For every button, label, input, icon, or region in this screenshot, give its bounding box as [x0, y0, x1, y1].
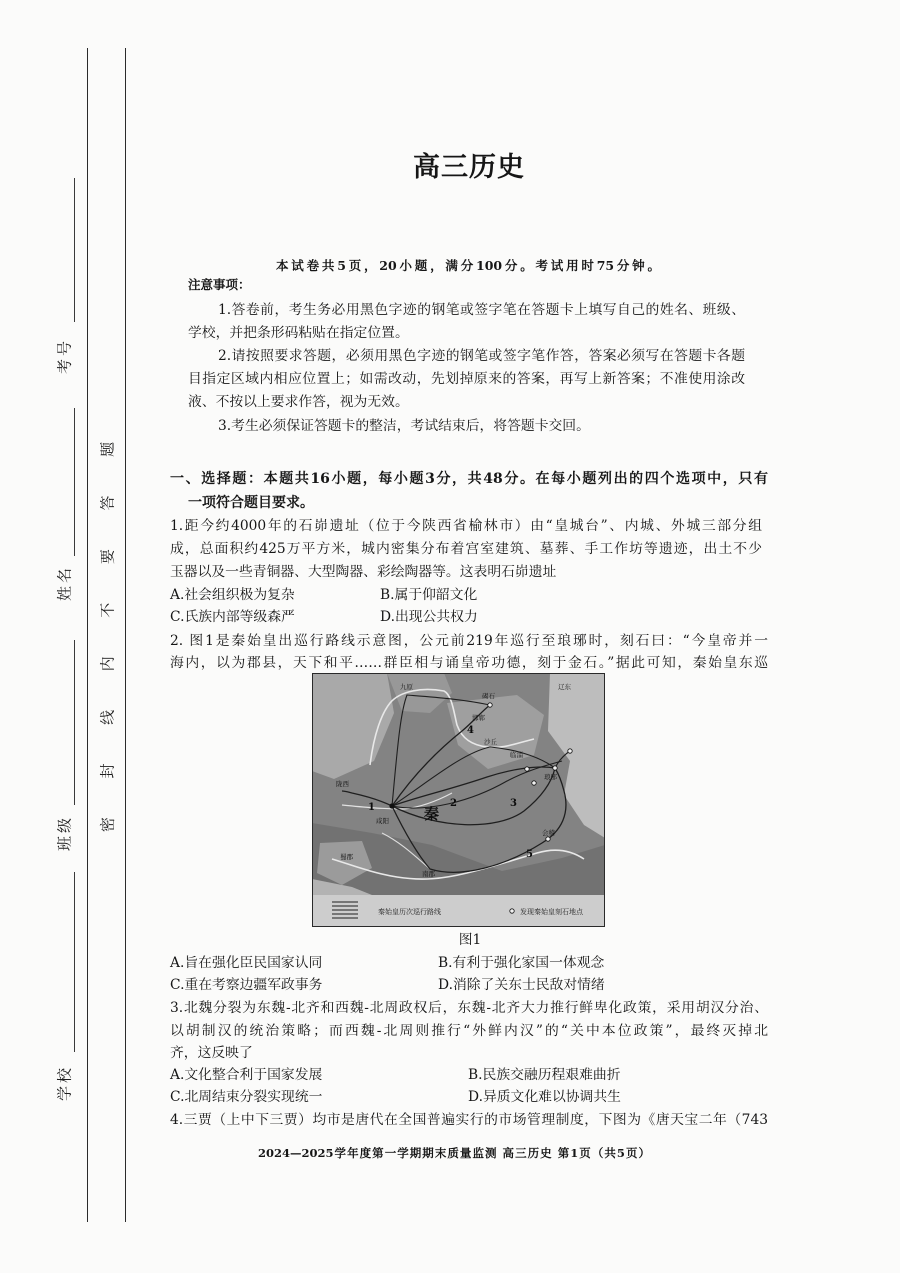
stone-site-marker [553, 766, 557, 770]
page-footer: 2024—2025学年度第一学期期末质量监测 高三历史 第1页（共5页） [258, 1146, 650, 1160]
note-line: 2.请按照要求答题，必须用黑色字迹的钢笔或签字笔作答，答案必须写在答题卡各题 [218, 348, 745, 364]
class-label: 班级 [55, 814, 74, 852]
q3-option-a: A.文化整合利于国家发展 [170, 1067, 323, 1083]
exam-title: 高三历史 [413, 152, 525, 183]
route-number-2: 2 [450, 798, 457, 809]
route-number-4: 4 [467, 725, 474, 736]
stone-site-marker [568, 749, 572, 753]
q1-option-d: D.出现公共权力 [380, 609, 478, 625]
note-line: 目指定区域内相应位置上；如需改动，先划掉原来的答案，再写上新答案；不准使用涂改 [188, 371, 745, 387]
place-handan: 邯郸 [472, 714, 485, 722]
school-blank [74, 872, 75, 1052]
q2-option-c: C.重在考察边疆军政事务 [170, 977, 323, 993]
class-blank [74, 640, 75, 805]
route-number-5: 5 [526, 849, 533, 860]
binding-line-outer [87, 48, 88, 1222]
legend-stone-icon [510, 909, 514, 913]
question-3-text: 以胡制汉的统治策略；而西魏-北周则推行“外鲜内汉”的“关中本位政策”，最终灭掉北 [170, 1023, 768, 1039]
q3-option-d: D.异质文化难以协调共生 [468, 1089, 621, 1105]
stone-site-marker [532, 781, 536, 785]
stone-site-marker [525, 767, 529, 771]
q1-option-c: C.氏族内部等级森严 [170, 609, 295, 625]
q2-option-d: D.消除了关东士民敌对情绪 [438, 977, 605, 993]
name-label: 姓名 [55, 564, 74, 602]
place-shujun: 蜀郡 [340, 853, 353, 861]
place-langya: 琅邪 [544, 773, 557, 781]
name-blank [74, 408, 75, 556]
place-liaodong: 辽东 [558, 683, 571, 691]
binding-line-inner [125, 48, 126, 1222]
place-kuaiji: 会稽 [542, 829, 555, 837]
question-4-text: 4.三贾（上中下三贾）均市是唐代在全国普遍实行的市场管理制度，下图为《唐天宝二年（743 [170, 1112, 768, 1128]
legend-stone-label: 发现秦始皇刻石地点 [520, 908, 583, 916]
place-longxi: 陇西 [336, 780, 349, 788]
legend-route-label: 秦始皇历次巡行路线 [378, 908, 441, 916]
section-heading: 一、选择题：本题共16小题，每小题3分，共48分。在每小题列出的四个选项中，只有 [170, 471, 768, 487]
place-jieshi: 碣石 [482, 692, 495, 700]
capital-marker [389, 803, 394, 808]
exam-no-label: 考号 [55, 337, 74, 375]
exam-no-blank [74, 178, 75, 322]
q3-option-b: B.民族交融历程艰难曲折 [468, 1067, 621, 1083]
place-xianyang: 咸阳 [376, 817, 389, 825]
q2-option-b: B.有利于强化家国一体观念 [438, 955, 605, 971]
note-line: 1.答卷前，考生务必用黑色字迹的钢笔或签字笔在答题卡上填写自己的姓名、班级、 [218, 302, 745, 318]
q3-option-c: C.北周结束分裂实现统一 [170, 1089, 323, 1105]
question-3-text: 3.北魏分裂为东魏-北齐和西魏-北周政权后，东魏-北齐大力推行鲜卑化政策，采用胡汉分治、 [170, 1000, 768, 1016]
note-line: 液、不按以上要求作答，视为无效。 [188, 394, 409, 410]
stone-site-marker [546, 837, 550, 841]
place-jiuyuan: 九原 [400, 683, 413, 691]
route-number-3: 3 [510, 798, 517, 809]
place-linzi: 临淄 [510, 751, 523, 759]
question-1-text: 1.距今约4000年的石峁遗址（位于今陕西省榆林市）由“皇城台”、内城、外城三部分组 [170, 518, 762, 534]
note-line: 学校，并把条形码粘贴在指定位置。 [188, 325, 409, 341]
place-nanjun: 南郡 [422, 870, 435, 878]
figure-caption: 图1 [458, 932, 482, 948]
q1-option-a: A.社会组织极为复杂 [170, 587, 295, 603]
exam-info: 本试卷共5页，20小题，满分100分。考试用时75分钟。 [276, 258, 660, 273]
section-heading: 一项符合题目要求。 [188, 495, 314, 511]
question-2-text: 海内，以为郡县，天下和平……群臣相与诵皇帝功德，刻于金石。”据此可知，秦始皇东巡 [170, 655, 768, 671]
qin-tour-map [312, 673, 605, 927]
question-1-text: 成，总面积约425万平方米，城内密集分布着宫室建筑、墓葬、手工作坊等遗迹，出土不少 [170, 541, 762, 557]
q2-option-a: A.旨在强化臣民国家认同 [170, 955, 323, 971]
notes-heading: 注意事项： [188, 277, 251, 292]
seal-line-notice: 密封线内不要答题 [98, 403, 117, 833]
school-label: 学校 [55, 1064, 74, 1102]
route-number-1: 1 [368, 802, 375, 813]
question-3-text: 齐，这反映了 [170, 1045, 253, 1061]
note-line: 3.考生必须保证答题卡的整洁，考试结束后，将答题卡交回。 [218, 418, 590, 434]
place-qin: 秦 [424, 805, 440, 823]
stone-site-marker [488, 703, 492, 707]
question-1-text: 玉器以及一些青铜器、大型陶器、彩绘陶器等。这表明石峁遗址 [170, 564, 557, 580]
question-2-text: 2. 图1是秦始皇出巡行路线示意图，公元前219年巡行至琅琊时，刻石曰：“今皇帝并一 [170, 633, 768, 649]
place-shaqiu: 沙丘 [484, 738, 497, 746]
q1-option-b: B.属于仰韶文化 [380, 587, 478, 603]
